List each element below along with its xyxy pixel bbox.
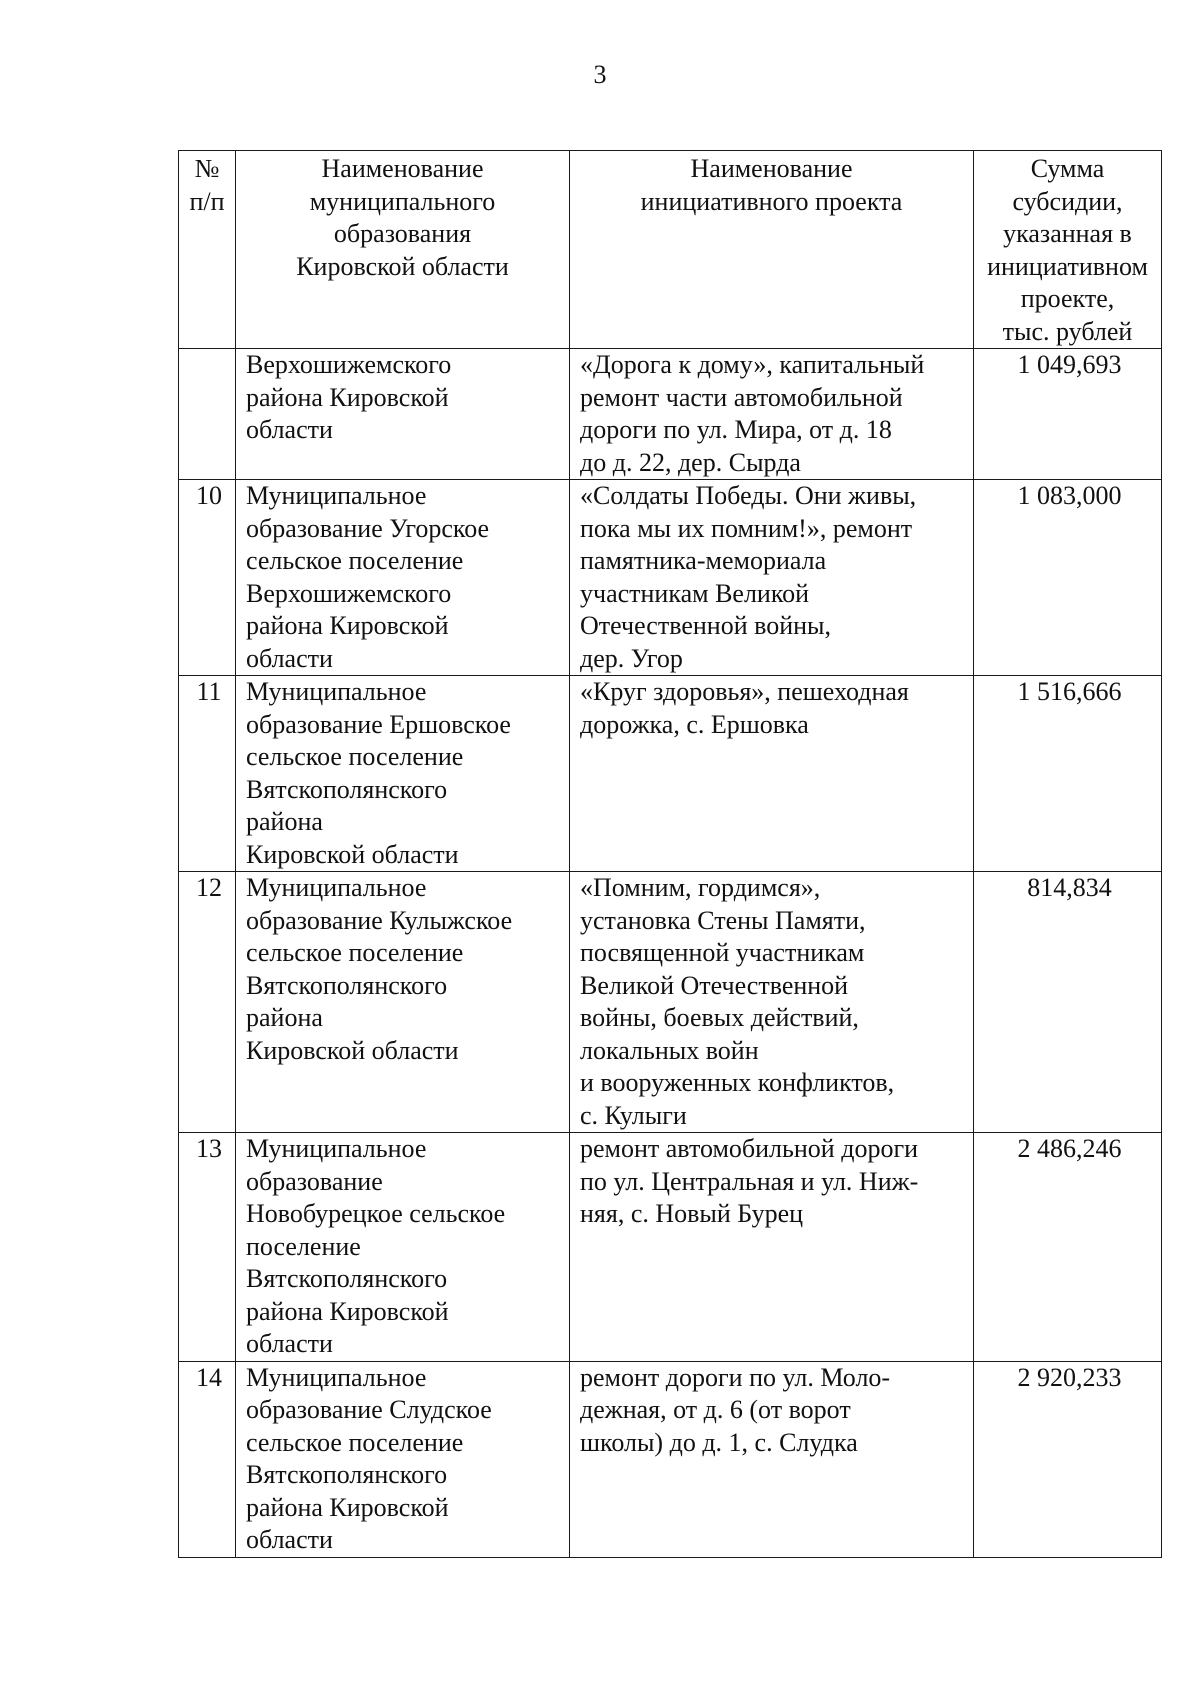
row-num: 10: [179, 480, 236, 676]
row-num: 13: [179, 1133, 236, 1362]
row-project: «Солдаты Победы. Они живы, пока мы их помним!», ремонт памятника-мемориала участникам Великой Отечественной войны, дер. Угор: [570, 480, 974, 676]
row-amount: 2 486,246: [974, 1133, 1162, 1362]
table-header-row: [179, 151, 1162, 349]
table-row: [179, 676, 1162, 872]
row-municipality: Муниципальное образование Слудское сельское поселение Вятскополянского района Кировской области: [236, 1361, 570, 1557]
row-project: «Помним, гордимся», установка Стены Памяти, посвященной участникам Великой Отечественной войны, боевых действий, локальных войн и вооруженных конфликтов, с. Кулыги: [570, 872, 974, 1133]
row-project: ремонт автомобильной дороги по ул. Центральная и ул. Ниж- няя, с. Новый Бурец: [570, 1133, 974, 1362]
header-amount: Сумма субсидии, указанная в инициативном проекте, тыс. рублей: [974, 151, 1162, 349]
row-num: [179, 349, 236, 480]
row-amount: 2 920,233: [974, 1361, 1162, 1557]
row-municipality: Муниципальное образование Кулыжское сельское поселение Вятскополянского района Кировской области: [236, 872, 570, 1133]
row-municipality: Муниципальное образование Угорское сельское поселение Верхошижемского района Кировской области: [236, 480, 570, 676]
row-municipality: Муниципальное образование Новобурецкое сельское поселение Вятскополянского района Кировской области: [236, 1133, 570, 1362]
row-municipality: Верхошижемского района Кировской области: [236, 349, 570, 480]
table-row: [179, 1361, 1162, 1557]
row-municipality: Муниципальное образование Ершовское сельское поселение Вятскополянского района Кировской области: [236, 676, 570, 872]
row-num: 12: [179, 872, 236, 1133]
row-amount: 1 049,693: [974, 349, 1162, 480]
table-row: [179, 480, 1162, 676]
page-number: 3: [593, 60, 607, 89]
row-amount: 1 083,000: [974, 480, 1162, 676]
subsidy-table: [178, 150, 1162, 1558]
table-row: [179, 872, 1162, 1133]
table-row: [179, 1133, 1162, 1362]
row-amount: 1 516,666: [974, 676, 1162, 872]
row-num: 11: [179, 676, 236, 872]
table-row: [179, 349, 1162, 480]
header-num: № п/п: [179, 151, 236, 349]
row-amount: 814,834: [974, 872, 1162, 1133]
header-project: Наименование инициативного проекта: [570, 151, 974, 349]
row-project: «Дорога к дому», капитальный ремонт части автомобильной дороги по ул. Мира, от д. 18 до д. 22, дер. Сырда: [570, 349, 974, 480]
row-project: ремонт дороги по ул. Моло- дежная, от д. 6 (от ворот школы) до д. 1, с. Слудка: [570, 1361, 974, 1557]
header-municipality: Наименование муниципального образования Кировской области: [236, 151, 570, 349]
row-num: 14: [179, 1361, 236, 1557]
row-project: «Круг здоровья», пешеходная дорожка, с. Ершовка: [570, 676, 974, 872]
